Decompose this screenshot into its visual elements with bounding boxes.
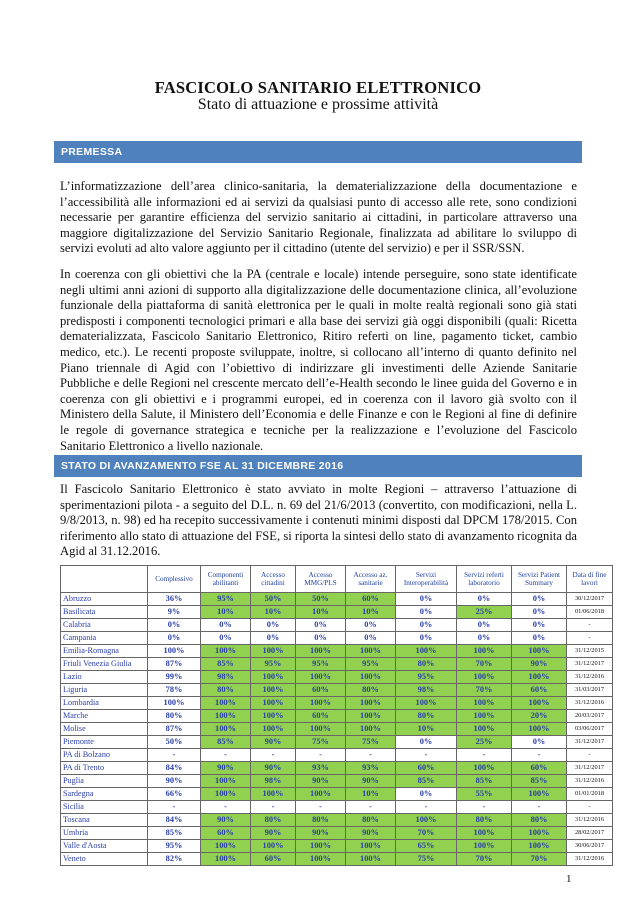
value-cell: 80% (346, 684, 396, 697)
value-cell: 100% (201, 788, 251, 801)
end-date-cell: 31/12/2016 (567, 775, 613, 788)
region-cell: Lombardia (61, 697, 148, 710)
region-cell: Toscana (61, 814, 148, 827)
value-cell: 10% (251, 606, 296, 619)
value-cell: 0% (396, 619, 457, 632)
value-cell: - (251, 749, 296, 762)
value-cell: 100% (346, 697, 396, 710)
value-cell: 70% (457, 658, 512, 671)
value-cell: 9% (148, 606, 201, 619)
value-cell: 0% (512, 606, 567, 619)
value-cell: - (512, 749, 567, 762)
fse-status-table (60, 565, 613, 866)
value-cell: 0% (512, 619, 567, 632)
table-row (61, 853, 613, 866)
table-row (61, 762, 613, 775)
value-cell: 0% (457, 619, 512, 632)
end-date-cell: 31/12/2016 (567, 814, 613, 827)
value-cell: 75% (396, 853, 457, 866)
value-cell: 20% (512, 710, 567, 723)
value-cell: 100% (346, 723, 396, 736)
section-heading-premessa: PREMESSA (54, 141, 582, 163)
region-cell: Calabria (61, 619, 148, 632)
end-date-cell: 31/12/2017 (567, 736, 613, 749)
value-cell: 99% (148, 671, 201, 684)
value-cell: 100% (457, 671, 512, 684)
value-cell: 85% (201, 658, 251, 671)
value-cell: 98% (251, 775, 296, 788)
region-cell: Liguria (61, 684, 148, 697)
table-row (61, 645, 613, 658)
value-cell: 0% (201, 619, 251, 632)
value-cell: 66% (148, 788, 201, 801)
value-cell: 100% (251, 645, 296, 658)
table-row (61, 606, 613, 619)
value-cell: 85% (396, 775, 457, 788)
value-cell: 70% (457, 684, 512, 697)
value-cell: 100% (396, 697, 457, 710)
end-date-cell: - (567, 749, 613, 762)
value-cell: 25% (457, 606, 512, 619)
value-cell: 100% (251, 710, 296, 723)
value-cell: 80% (396, 710, 457, 723)
value-cell: 100% (296, 788, 346, 801)
value-cell: 60% (512, 684, 567, 697)
value-cell: - (396, 801, 457, 814)
table-row (61, 775, 613, 788)
value-cell: 75% (296, 736, 346, 749)
value-cell: 85% (148, 827, 201, 840)
end-date-cell: 28/02/2017 (567, 827, 613, 840)
table-row (61, 788, 613, 801)
header-cell: Accesso cittadini (251, 566, 296, 593)
table-row (61, 697, 613, 710)
value-cell: - (346, 749, 396, 762)
table-row (61, 710, 613, 723)
value-cell: 90% (148, 775, 201, 788)
value-cell: 80% (148, 710, 201, 723)
value-cell: 10% (346, 606, 396, 619)
end-date-cell: 31/12/2016 (567, 853, 613, 866)
end-date-cell: - (567, 801, 613, 814)
header-cell: Data di fine lavori (567, 566, 613, 593)
region-cell: Umbria (61, 827, 148, 840)
value-cell: 100% (296, 697, 346, 710)
value-cell: 0% (251, 619, 296, 632)
value-cell: 100% (346, 645, 396, 658)
end-date-cell: - (567, 632, 613, 645)
value-cell: 100% (251, 788, 296, 801)
end-date-cell: 30/06/2017 (567, 840, 613, 853)
value-cell: 25% (457, 736, 512, 749)
end-date-cell: 30/12/2017 (567, 593, 613, 606)
value-cell: 100% (512, 697, 567, 710)
value-cell: 0% (296, 632, 346, 645)
value-cell: 95% (148, 840, 201, 853)
value-cell: - (201, 801, 251, 814)
value-cell: 0% (457, 593, 512, 606)
value-cell: 60% (512, 762, 567, 775)
table-row (61, 840, 613, 853)
region-cell: Sardegna (61, 788, 148, 801)
value-cell: 100% (512, 840, 567, 853)
value-cell: 100% (512, 788, 567, 801)
value-cell: 82% (148, 853, 201, 866)
region-cell: Sicilia (61, 801, 148, 814)
value-cell: - (296, 749, 346, 762)
value-cell: 100% (296, 853, 346, 866)
value-cell: 10% (346, 788, 396, 801)
value-cell: 0% (396, 736, 457, 749)
value-cell: - (512, 801, 567, 814)
value-cell: 100% (512, 671, 567, 684)
header-cell: Accesso az. sanitarie (346, 566, 396, 593)
value-cell: 10% (296, 606, 346, 619)
value-cell: - (148, 801, 201, 814)
end-date-cell: 31/03/2017 (567, 684, 613, 697)
region-cell: Valle d'Aosta (61, 840, 148, 853)
header-cell-region (61, 566, 148, 593)
value-cell: 0% (396, 632, 457, 645)
end-date-cell: 20/03/2017 (567, 710, 613, 723)
end-date-cell: - (567, 619, 613, 632)
value-cell: 80% (296, 814, 346, 827)
value-cell: 90% (251, 736, 296, 749)
value-cell: - (251, 801, 296, 814)
value-cell: 87% (148, 723, 201, 736)
value-cell: 80% (457, 814, 512, 827)
table-row (61, 658, 613, 671)
value-cell: 100% (296, 840, 346, 853)
value-cell: 85% (201, 736, 251, 749)
region-cell: Abruzzo (61, 593, 148, 606)
value-cell: 98% (201, 671, 251, 684)
value-cell: 36% (148, 593, 201, 606)
value-cell: 60% (346, 593, 396, 606)
value-cell: 100% (346, 840, 396, 853)
table-row (61, 736, 613, 749)
value-cell: 60% (296, 710, 346, 723)
value-cell: 0% (457, 632, 512, 645)
value-cell: 80% (201, 684, 251, 697)
value-cell: 0% (512, 593, 567, 606)
value-cell: 0% (512, 632, 567, 645)
end-date-cell: 03/06/2017 (567, 723, 613, 736)
region-cell: Campania (61, 632, 148, 645)
value-cell: 0% (148, 632, 201, 645)
value-cell: 10% (201, 606, 251, 619)
value-cell: 75% (346, 736, 396, 749)
end-date-cell: 31/12/2015 (567, 645, 613, 658)
table-row (61, 827, 613, 840)
value-cell: 100% (457, 710, 512, 723)
value-cell: 90% (346, 775, 396, 788)
value-cell: 100% (457, 762, 512, 775)
value-cell: 55% (457, 788, 512, 801)
value-cell: 100% (251, 671, 296, 684)
value-cell: 100% (346, 710, 396, 723)
value-cell: - (457, 749, 512, 762)
header-cell: Accesso MMG/PLS (296, 566, 346, 593)
value-cell: 95% (346, 658, 396, 671)
value-cell: 95% (396, 671, 457, 684)
value-cell: 100% (296, 645, 346, 658)
value-cell: 80% (346, 814, 396, 827)
paragraph-context: In coerenza con gli obiettivi che la PA (centrale e locale) intende perseguire, sono state identificate negli ultimi anni azioni di supporto alla digitalizzazione delle documentazione clinica, all’evoluzione funzionale della piattaforma di sanità elettronica per le quali in molte realtà regionali sono già stati predisposti i componenti tecnologici primari e alla base dei servizi già oggi disponibili (quali: Ricetta dematerializzata, Fascicolo Sanitario Elettronico, Ritiro referti on line, pagamento ticket, cambio medico, etc.). Le recenti proposte sviluppate, inoltre, si collocano all’interno di quanto definito nel Piano triennale di Agid con l’obiettivo di indirizzare gli investimenti delle Aziende Sanitarie Pubbliche e delle Regioni nel crescente mercato dell’e-Health secondo le linee guida del Governo e in coerenza con gli obiettivi e i programmi europei, ed in coerenza con il lavoro già svolto con il Ministero della Salute, il Ministero dell’Economia e delle Finanze e con le Regioni al fine di definire le regole di governance strategica e tecniche per la realizzazione e l’evoluzione del Fascicolo Sanitario Elettronico a livello nazionale. (60, 267, 577, 453)
header-cell: Servizi referti laboratorio (457, 566, 512, 593)
value-cell: 90% (251, 762, 296, 775)
value-cell: 90% (251, 827, 296, 840)
value-cell: 0% (512, 736, 567, 749)
value-cell: 100% (457, 645, 512, 658)
value-cell: 95% (201, 593, 251, 606)
header-cell: Servizi Interoperabilità (396, 566, 457, 593)
end-date-cell: 01/06/2018 (567, 606, 613, 619)
value-cell: 60% (201, 827, 251, 840)
region-cell: PA di Bolzano (61, 749, 148, 762)
value-cell: 100% (457, 840, 512, 853)
header-cell: Componenti abilitanti (201, 566, 251, 593)
region-cell: Puglia (61, 775, 148, 788)
section-heading-stato: STATO DI AVANZAMENTO FSE AL 31 DICEMBRE 2016 (54, 455, 582, 477)
value-cell: 100% (251, 840, 296, 853)
region-cell: Basilicata (61, 606, 148, 619)
value-cell: 10% (396, 723, 457, 736)
value-cell: 100% (251, 697, 296, 710)
value-cell: 50% (251, 593, 296, 606)
value-cell: 87% (148, 658, 201, 671)
value-cell: 100% (396, 645, 457, 658)
header-cell: Servizi Patient Summary (512, 566, 567, 593)
value-cell: 100% (346, 671, 396, 684)
value-cell: 98% (396, 684, 457, 697)
value-cell: 90% (201, 762, 251, 775)
value-cell: - (457, 801, 512, 814)
value-cell: 100% (512, 723, 567, 736)
value-cell: 100% (148, 697, 201, 710)
value-cell: 100% (201, 775, 251, 788)
table-header-row (61, 566, 613, 593)
end-date-cell: 31/12/2017 (567, 762, 613, 775)
value-cell: 80% (251, 814, 296, 827)
value-cell: 100% (396, 814, 457, 827)
value-cell: 100% (512, 827, 567, 840)
page-number: 1 (566, 873, 572, 885)
value-cell: 90% (512, 658, 567, 671)
value-cell: 84% (148, 762, 201, 775)
value-cell: 90% (296, 827, 346, 840)
value-cell: 0% (396, 593, 457, 606)
document-subtitle: Stato di attuazione e prossime attività (197, 96, 439, 113)
value-cell: 100% (201, 645, 251, 658)
table-row (61, 632, 613, 645)
value-cell: 100% (201, 723, 251, 736)
value-cell: 95% (296, 658, 346, 671)
value-cell: 100% (457, 697, 512, 710)
value-cell: 100% (512, 645, 567, 658)
value-cell: - (148, 749, 201, 762)
value-cell: 90% (296, 775, 346, 788)
end-date-cell: 31/12/2016 (567, 671, 613, 684)
end-date-cell: 31/12/2017 (567, 658, 613, 671)
region-cell: Lazio (61, 671, 148, 684)
value-cell: 50% (296, 593, 346, 606)
value-cell: 60% (251, 853, 296, 866)
value-cell: 90% (346, 827, 396, 840)
table-row (61, 801, 613, 814)
paragraph-intro: L’informatizzazione dell’area clinico-sanitaria, la dematerializzazione della documentazione e l’accessibilità alle informazioni ed ai servizi da qualsiasi punto di accesso alle rete, sono condizioni necessarie per garantire efficienza del servizio sanitario ai cittadini, in particolare attraverso una maggiore digitalizzazione del Servizio Sanitario Regionale, finalizzata ad abilitare lo sviluppo di servizi evoluti ad alto valore aggiunto per il cittadino (utente del servizio) e per il SSR/SSN. (60, 179, 577, 256)
value-cell: 93% (346, 762, 396, 775)
value-cell: 60% (396, 762, 457, 775)
value-cell: 0% (346, 632, 396, 645)
document-title: FASCICOLO SANITARIO ELETTRONICO (154, 78, 482, 97)
region-cell: Marche (61, 710, 148, 723)
region-cell: Piemonte (61, 736, 148, 749)
region-cell: PA di Trento (61, 762, 148, 775)
value-cell: 100% (346, 853, 396, 866)
table-row (61, 593, 613, 606)
region-cell: Friuli Venezia Giulia (61, 658, 148, 671)
value-cell: 84% (148, 814, 201, 827)
value-cell: 93% (296, 762, 346, 775)
table-row (61, 619, 613, 632)
value-cell: 100% (296, 671, 346, 684)
value-cell: 100% (201, 840, 251, 853)
value-cell: - (396, 749, 457, 762)
value-cell: - (201, 749, 251, 762)
value-cell: 0% (296, 619, 346, 632)
value-cell: 100% (201, 853, 251, 866)
value-cell: 0% (251, 632, 296, 645)
value-cell: 0% (201, 632, 251, 645)
table-row (61, 723, 613, 736)
header-cell: Complessivo (148, 566, 201, 593)
end-date-cell: 01/01/2018 (567, 788, 613, 801)
value-cell: 100% (296, 723, 346, 736)
value-cell: 80% (512, 814, 567, 827)
paragraph-stato: Il Fascicolo Sanitario Elettronico è stato avviato in molte Regioni – attraverso l’attuazione di sperimentazioni pilota - a seguito del D.L. n. 69 del 21/6/2013 (convertito, con modificazioni, nella L. 9/8/2013, n. 98) ed ha recepito successivamente i contenuti minimi disposti dal DPCM 178/2015. Con riferimento allo stato di attuazione del FSE, si riporta la sintesi dello stato di avanzamento ricognita da Agid al 31.12.2016. (60, 482, 577, 559)
value-cell: 65% (396, 840, 457, 853)
table-row (61, 684, 613, 697)
value-cell: 70% (512, 853, 567, 866)
value-cell: 90% (201, 814, 251, 827)
value-cell: 70% (396, 827, 457, 840)
value-cell: 60% (296, 684, 346, 697)
value-cell: 100% (251, 684, 296, 697)
value-cell: 85% (457, 775, 512, 788)
value-cell: - (346, 801, 396, 814)
value-cell: 95% (251, 658, 296, 671)
value-cell: 85% (512, 775, 567, 788)
region-cell: Veneto (61, 853, 148, 866)
value-cell: 70% (457, 853, 512, 866)
table-row (61, 749, 613, 762)
value-cell: 0% (346, 619, 396, 632)
value-cell: 100% (201, 697, 251, 710)
value-cell: 100% (201, 710, 251, 723)
value-cell: 0% (148, 619, 201, 632)
value-cell: 78% (148, 684, 201, 697)
table-row (61, 671, 613, 684)
value-cell: 80% (396, 658, 457, 671)
value-cell: 50% (148, 736, 201, 749)
table-row (61, 814, 613, 827)
value-cell: 100% (251, 723, 296, 736)
end-date-cell: 31/12/2016 (567, 697, 613, 710)
value-cell: 100% (457, 827, 512, 840)
value-cell: - (296, 801, 346, 814)
value-cell: 100% (457, 723, 512, 736)
region-cell: Molise (61, 723, 148, 736)
region-cell: Emilia-Romagna (61, 645, 148, 658)
value-cell: 0% (396, 606, 457, 619)
value-cell: 0% (396, 788, 457, 801)
value-cell: 100% (148, 645, 201, 658)
